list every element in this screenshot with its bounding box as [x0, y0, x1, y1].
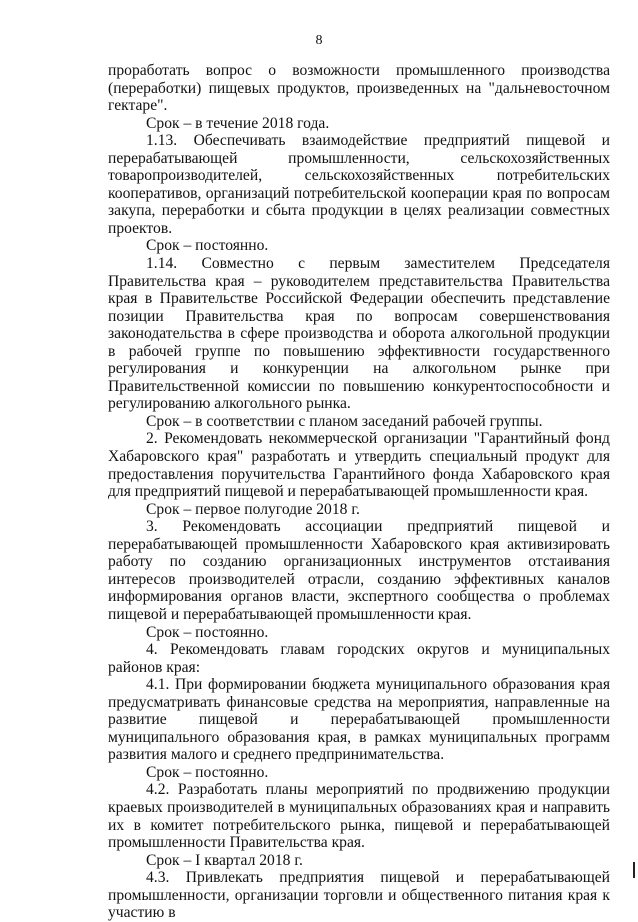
paragraph: Срок – постоянно. — [146, 623, 269, 641]
scan-edge-mark — [633, 862, 635, 878]
paragraph: 4.1. При формировании бюджета муниципального образования края предусматривать финансовые средства на мероприятия, направленные на развитие пищевой и перерабатывающей промышленности муниципального образования края, в рамках муниципальных программ развития малого и среднего предпринимательства. — [108, 676, 610, 764]
paragraph: Срок – в соответствии с планом заседаний рабочей группы. — [146, 412, 543, 430]
paragraph: 1.13. Обеспечивать взаимодействие предприятий пищевой и перерабатывающей промышленности, сельскохозяйственных товаропроизводителей, сельскохозяйственных потребительских кооперативов, организаций потребительской кооперации края по вопросам закупа, переработки и сбыта продукции в целях реализации совместных проектов. — [108, 132, 610, 237]
paragraph: Срок – в течение 2018 года. — [146, 114, 330, 132]
paragraph: 4.3. Привлекать предприятия пищевой и перерабатывающей промышленности, организации торговли и общественного питания края к участию в — [108, 869, 610, 922]
paragraph: Срок – постоянно. — [146, 763, 269, 781]
paragraph: Срок – постоянно. — [146, 237, 269, 255]
paragraph: Срок – I квартал 2018 г. — [146, 851, 303, 869]
paragraph: 4.2. Разработать планы мероприятий по продвижению продукции краевых производителей в муниципальных образованиях края и направить их в комитет потребительского рынка, пищевой и перерабатывающей промышленности Правительства края. — [108, 781, 610, 852]
paragraph: 2. Рекомендовать некоммерческой организации "Гарантийный фонд Хабаровского края" разработать и утвердить специальный продукт для предоставления поручительства Гарантийного фонда Хабаровского края для предприятий пищевой и перерабатывающей промышленности края. — [108, 430, 610, 501]
page-number: 8 — [315, 33, 323, 48]
paragraph: 3. Рекомендовать ассоциации предприятий пищевой и перерабатывающей промышленности Хабаровского края активизировать работу по созданию организационных инструментов отстаивания интересов производителей отрасли, созданию эффективных каналов информирования органов власти, экспертного сообщества о проблемах пищевой и перерабатывающей промышленности края. — [108, 518, 610, 623]
paragraph: проработать вопрос о возможности промышленного производства (переработки) пищевых продуктов, произведенных на "дальневосточном гектаре". — [108, 62, 610, 115]
paragraph: 1.14. Совместно с первым заместителем Председателя Правительства края – руководителем представительства Правительства края в Правительстве Российской Федерации обеспечить представление позиции Правительства края по вопросам совершенствования законодательства в сфере производства и оборота алкогольной продукции в рабочей группе по повышению эффективности государственного регулирования и конкуренции на алкогольном рынке при Правительственной комиссии по повышению конкурентоспособности и регулированию алкогольного рынка. — [108, 255, 610, 413]
paragraph: 4. Рекомендовать главам городских округов и муниципальных районов края: — [108, 641, 610, 676]
document-body — [108, 62, 610, 922]
paragraph: Срок – первое полугодие 2018 г. — [146, 500, 360, 518]
